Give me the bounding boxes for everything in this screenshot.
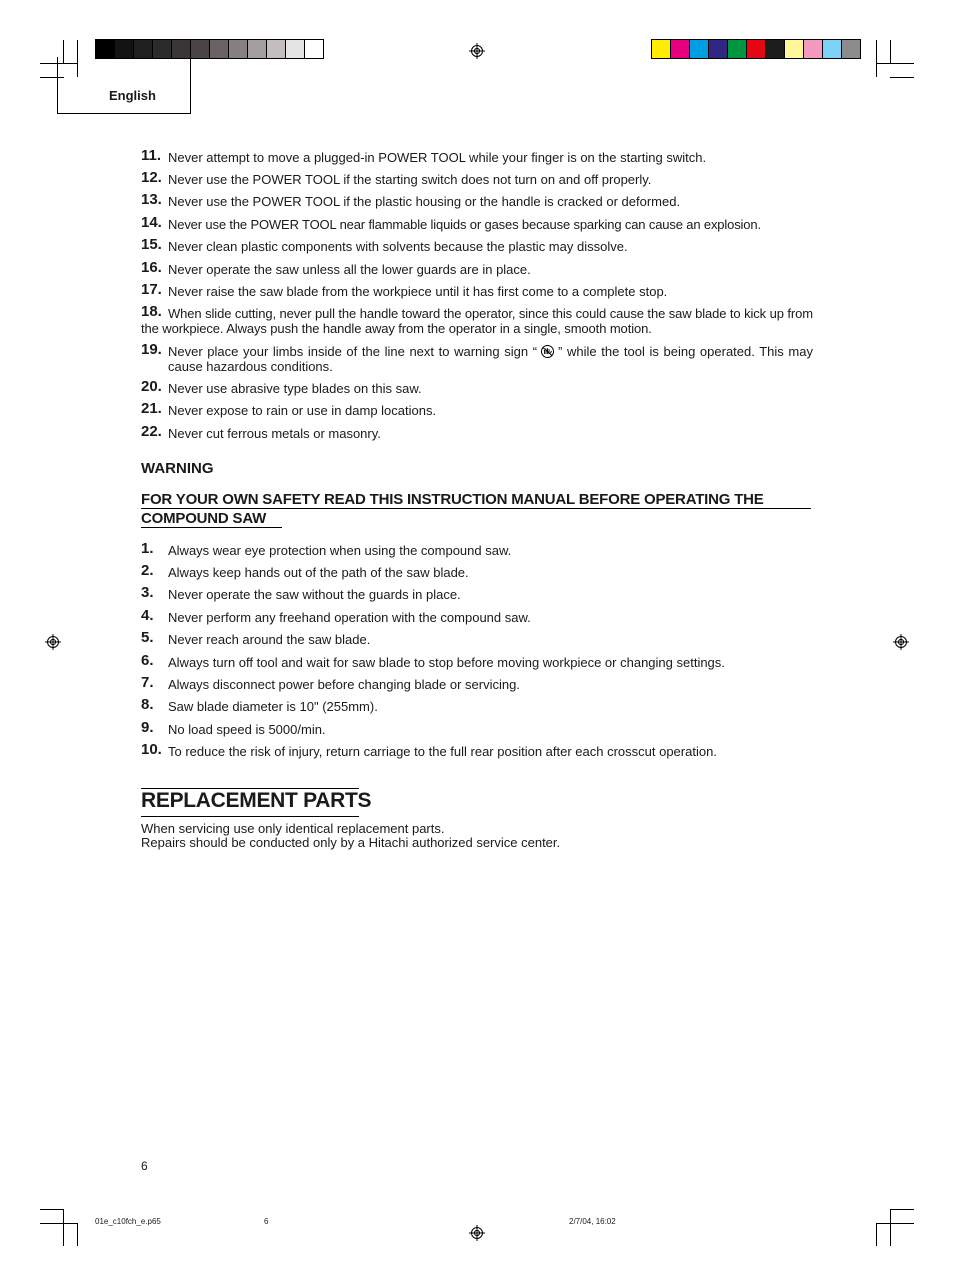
gray-swatch [286,40,305,58]
item-text-before: Never place your limbs inside of the line next to warning sign “ [168,344,538,359]
item-text: Never use the POWER TOOL if the plastic housing or the handle is cracked or deformed. [168,194,681,209]
item-text: Always keep hands out of the path of the saw blade. [168,565,469,580]
item-number: 7. [141,674,154,691]
item-number: 6. [141,652,154,669]
gray-swatch [115,40,134,58]
item-number: 12. [141,169,162,186]
list-item [141,378,813,396]
list-item [141,236,813,254]
color-swatch [652,40,671,58]
item-text-after: ” while the tool is being operated. This may cause hazardous conditions. [168,344,813,374]
language-tab [57,57,191,114]
section-title: REPLACEMENT PARTS [141,789,372,812]
gray-swatch [191,40,210,58]
color-swatch [690,40,709,58]
list-item [141,696,813,714]
color-swatch [728,40,747,58]
color-swatch [766,40,785,58]
item-number: 22. [141,423,162,440]
list-item [141,214,813,232]
item-text: Never operate the saw unless all the lower guards are in place. [168,262,531,277]
item-number: 18. [141,303,162,320]
registration-mark-icon [893,634,909,650]
item-number: 15. [141,236,162,253]
list-item [141,719,813,737]
registration-mark-icon [45,634,61,650]
list-item [141,341,813,374]
gray-swatch [229,40,248,58]
color-swatch [747,40,766,58]
list-item [141,741,813,759]
item-number: 19. [141,341,162,358]
list-item [141,674,813,692]
footer-datetime: 2/7/04, 16:02 [569,1217,616,1226]
gray-swatch [210,40,229,58]
list-item [141,281,813,299]
registration-mark-icon [469,43,485,59]
item-number: 3. [141,584,154,601]
color-swatch [709,40,728,58]
item-text: Always wear eye protection when using the compound saw. [168,543,512,558]
gray-swatch [134,40,153,58]
item-number: 17. [141,281,162,298]
list-item [141,400,813,418]
list-item [141,147,813,165]
item-text: Never use the POWER TOOL near flammable liquids or gases because sparking can cause an explosion. [168,217,761,232]
list-item [141,607,813,625]
color-swatch [785,40,804,58]
language-label: English [109,88,156,103]
list-item [141,169,813,187]
color-swatch [804,40,823,58]
item-text: To reduce the risk of injury, return carriage to the full rear position after each crosscut operation. [168,744,717,759]
warning-label: WARNING [141,460,214,477]
item-number: 4. [141,607,154,624]
item-number: 5. [141,629,154,646]
replacement-text-line: Repairs should be conducted only by a Hitachi authorized service center. [141,835,561,850]
item-text: Never operate the saw without the guards in place. [168,587,461,602]
item-number: 11. [141,147,162,164]
item-text: Always turn off tool and wait for saw blade to stop before moving workpiece or changing settings. [168,655,725,670]
page-number: 6 [141,1159,148,1173]
item-number: 14. [141,214,162,231]
item-number: 9. [141,719,154,736]
item-number: 10. [141,741,162,758]
gray-swatch [172,40,191,58]
gray-swatch [248,40,267,58]
item-number: 20. [141,378,162,395]
footer-filename: 01e_c10fch_e.p65 [95,1217,161,1226]
item-text: Never attempt to move a plugged-in POWER TOOL while your finger is on the starting switch. [168,150,707,165]
registration-mark-icon [469,1225,485,1241]
gray-swatch [153,40,172,58]
item-text: Never use the POWER TOOL if the starting switch does not turn on and off properly. [168,172,652,187]
item-text: Never perform any freehand operation with the compound saw. [168,610,531,625]
item-number: 21. [141,400,162,417]
item-number: 16. [141,259,162,276]
color-swatch [671,40,690,58]
list-item [141,423,813,441]
gray-swatch [96,40,115,58]
item-number: 1. [141,540,154,557]
list-item [141,584,813,602]
item-text: When slide cutting, never pull the handle toward the operator, since this could cause the saw blade to kick up from the workpiece. Always push the handle away from the operator in a single, smooth motion. [141,306,813,336]
gray-swatch [305,40,323,58]
item-text: Never expose to rain or use in damp locations. [168,403,437,418]
list-item [141,259,813,277]
list-item [141,562,813,580]
cmyk-color-bar [651,39,861,59]
list-item [141,191,813,209]
item-number: 2. [141,562,154,579]
gray-swatch [267,40,286,58]
replacement-text-line: When servicing use only identical replacement parts. [141,821,445,836]
grayscale-color-bar [95,39,324,59]
list-item [141,629,813,647]
color-swatch [842,40,860,58]
footer-page: 6 [264,1217,269,1226]
item-text: Never use abrasive type blades on this saw. [168,381,422,396]
list-item [141,303,813,336]
item-text [168,344,813,374]
item-number: 8. [141,696,154,713]
warning-title-underline [141,527,282,528]
item-text: Never clean plastic components with solvents because the plastic may dissolve. [168,239,628,254]
list-item [141,540,813,558]
item-text: Never cut ferrous metals or masonry. [168,426,381,441]
item-text: Always disconnect power before changing blade or servicing. [168,677,520,692]
warning-title-underline [141,508,811,509]
item-number: 13. [141,191,162,208]
color-swatch [823,40,842,58]
item-text: No load speed is 5000/min. [168,722,326,737]
list-item [141,652,813,670]
item-text: Never raise the saw blade from the workpiece until it has first come to a complete stop. [168,284,668,299]
warning-hand-icon [540,345,555,358]
item-text: Never reach around the saw blade. [168,632,371,647]
section-title-underline [141,816,359,817]
warning-title: FOR YOUR OWN SAFETY READ THIS INSTRUCTION MANUAL BEFORE OPERATING THE COMPOUND SAW [141,491,764,527]
item-text: Saw blade diameter is 10" (255mm). [168,699,378,714]
